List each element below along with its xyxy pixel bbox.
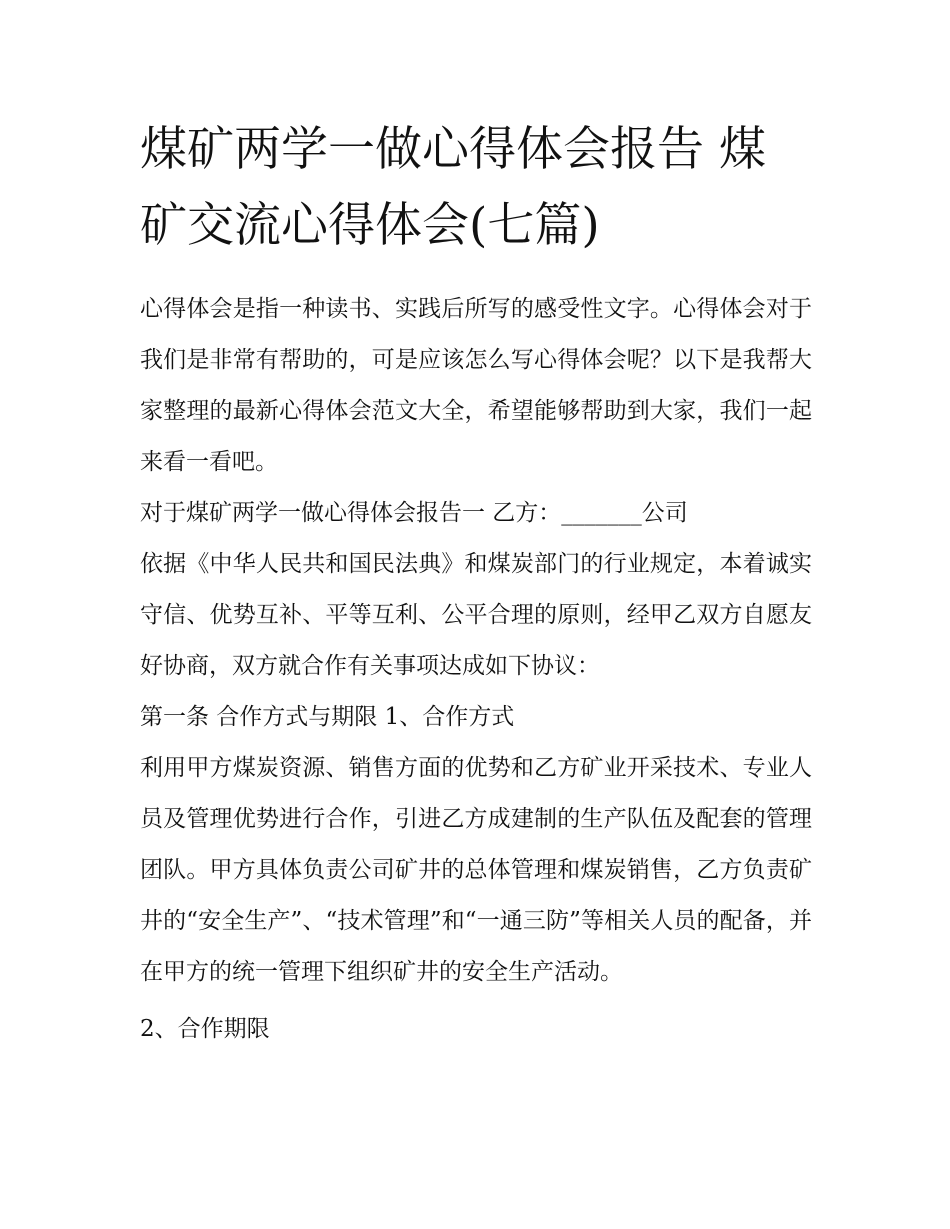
paragraph-article-one: 第一条 合作方式与期限 1、合作方式 (140, 704, 515, 730)
document-title: 煤矿两学一做心得体会报告 煤矿交流心得体会(七篇) (140, 122, 766, 253)
paragraph-cooperation-term: 2、合作期限 (140, 1016, 270, 1042)
paragraph-report-heading: 对于煤矿两学一做心得体会报告一 乙方：_______公司 (140, 500, 688, 526)
paragraph-intro: 心得体会是指一种读书、实践后所写的感受性文字。心得体会对于我们是非常有帮助的，可是应该怎么写心得体会呢？以下是我帮大家整理的最新心得体会范文大全，希望能够帮助到大家，我们一起来看一看吧。 (140, 296, 812, 475)
paragraph-cooperation-method: 利用甲方煤炭资源、销售方面的优势和乙方矿业开采技术、专业人员及管理优势进行合作，引进乙方成建制的生产队伍及配套的管理团队。甲方具体负责公司矿井的总体管理和煤炭销售，乙方负责矿井的“安全生产”、“技术管理”和“一通三防”等相关人员的配备，并在甲方的统一管理下组织矿井的安全生产活动。 (140, 755, 812, 985)
paragraph-basis: 依据《中华人民共和国民法典》和煤炭部门的行业规定，本着诚实守信、优势互补、平等互利、公平合理的原则，经甲乙双方自愿友好协商，双方就合作有关事项达成如下协议： (140, 551, 812, 679)
document-body (140, 112, 812, 1055)
